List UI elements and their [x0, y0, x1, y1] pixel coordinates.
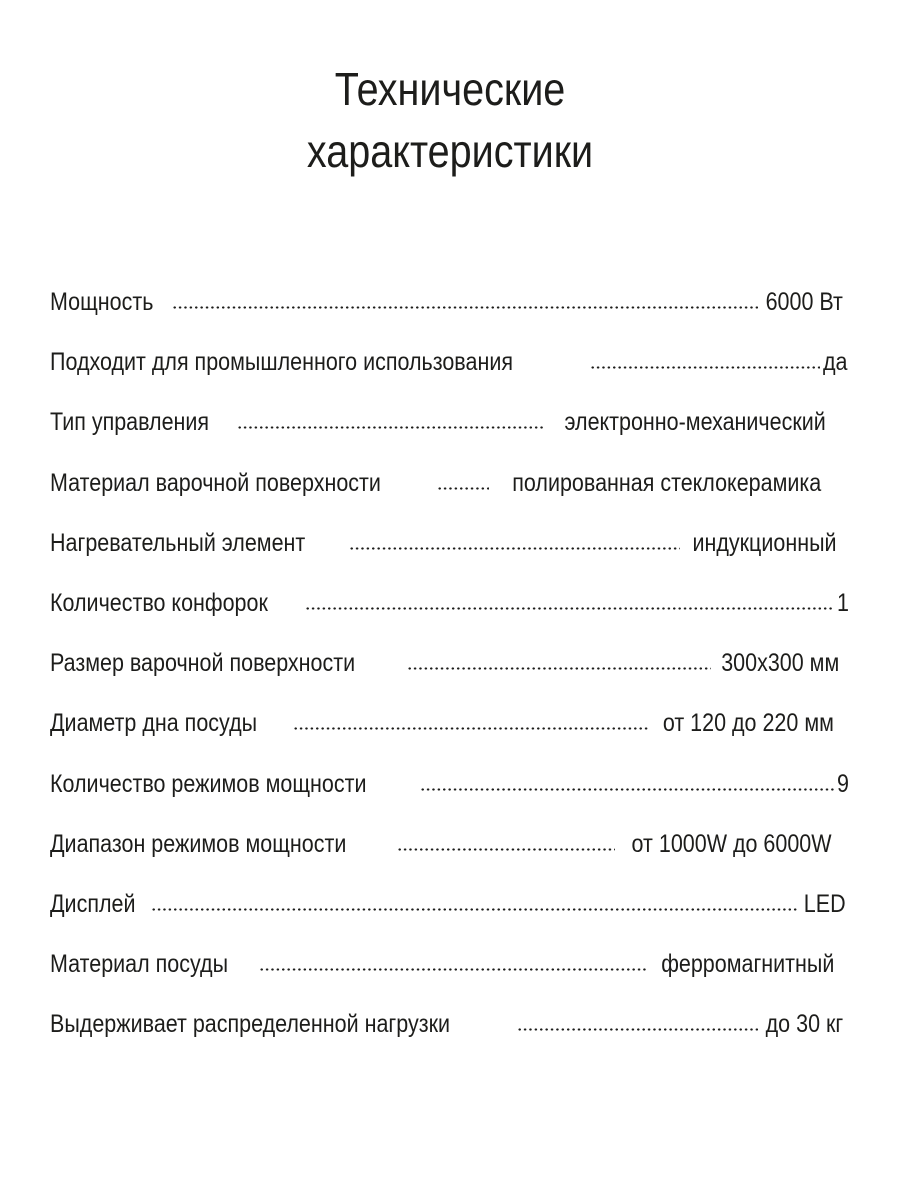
spec-label: Размер варочной поверхности [50, 649, 356, 678]
spec-row [50, 463, 850, 523]
spec-value: индукционный [692, 528, 837, 557]
spec-label: Диаметр дна посуды [50, 709, 258, 738]
spec-label: Подходит для промышленного использования [50, 348, 513, 377]
dot-leader [151, 908, 799, 911]
spec-label: Диапазон режимов мощности [50, 829, 347, 858]
spec-value: LED [804, 889, 847, 918]
spec-value: 1 [836, 588, 849, 617]
spec-row [50, 1004, 850, 1064]
spec-row [50, 523, 850, 583]
dot-leader [407, 667, 711, 670]
spec-row [50, 342, 850, 402]
spec-label: Материал посуды [50, 950, 229, 979]
spec-label: Материал варочной поверхности [50, 468, 381, 497]
dot-leader [237, 426, 544, 429]
spec-row [50, 764, 850, 824]
spec-row [50, 703, 850, 763]
page-title-line-2: характеристики [306, 125, 594, 177]
spec-row [50, 643, 850, 703]
spec-label: Количество конфорок [50, 588, 268, 617]
spec-label: Дисплей [50, 889, 136, 918]
spec-value: 9 [836, 769, 849, 798]
spec-label: Выдерживает распределенной нагрузки [50, 1010, 450, 1039]
spec-value: ферромагнитный [660, 950, 834, 979]
dot-leader [590, 366, 819, 369]
spec-value: до 30 кг [765, 1010, 843, 1039]
spec-label: Тип управления [50, 408, 210, 437]
page-title-line-1: Технические [334, 63, 566, 115]
spec-value: 300х300 мм [720, 649, 840, 678]
spec-list [50, 282, 850, 1064]
dot-leader [293, 727, 649, 730]
spec-value: полированная стеклокерамика [512, 468, 822, 497]
dot-leader [517, 1028, 758, 1031]
spec-row [50, 282, 850, 342]
dot-leader [397, 848, 616, 851]
dot-leader [437, 487, 489, 490]
dot-leader [349, 547, 681, 550]
spec-row [50, 583, 850, 643]
spec-value: от 1000W до 6000W [631, 829, 832, 858]
spec-label: Нагревательный элемент [50, 528, 306, 557]
spec-row [50, 944, 850, 1004]
spec-value: электронно-механический [564, 408, 826, 437]
spec-value: от 120 до 220 мм [663, 709, 835, 738]
dot-leader [420, 788, 834, 791]
spec-value: 6000 Вт [765, 288, 843, 316]
spec-row [50, 824, 850, 884]
dot-leader [172, 306, 758, 309]
dot-leader [305, 607, 834, 610]
spec-label: Количество режимов мощности [50, 769, 367, 798]
spec-label: Мощность [50, 288, 154, 316]
spec-row [50, 402, 850, 462]
page-title [63, 58, 837, 182]
dot-leader [259, 968, 647, 971]
spec-value: да [823, 348, 848, 377]
spec-row [50, 884, 850, 944]
